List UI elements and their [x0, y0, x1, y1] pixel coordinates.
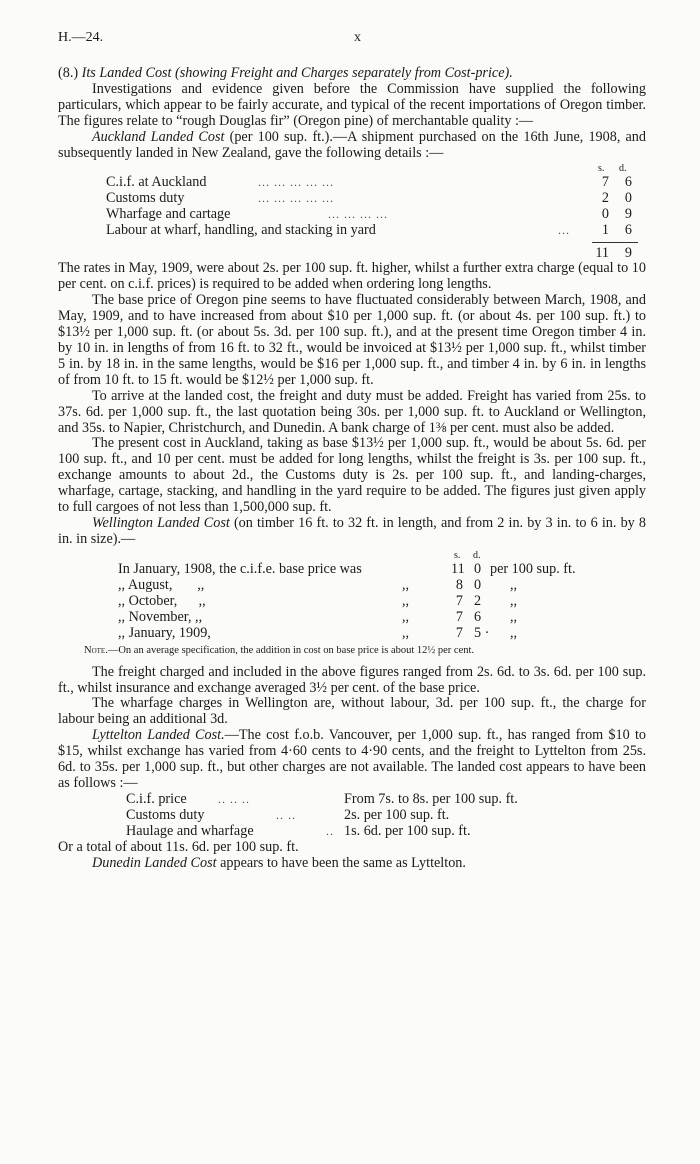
row-shillings: 7 [601, 174, 609, 191]
row-shillings: 0 [601, 206, 609, 223]
row-pence: 2 [474, 592, 482, 609]
table-row [126, 808, 646, 824]
row-shillings: 7 [455, 608, 463, 625]
table-total-row [106, 239, 648, 261]
note-label: Note. [84, 644, 108, 656]
row-unit: per 100 sup. ft. [490, 560, 576, 577]
wellington-price-table [118, 548, 658, 642]
table-row [106, 223, 648, 239]
wellington-note [84, 643, 646, 659]
arrive-paragraph: To arrive at the landed cost, the freight and duty must be added. Freight has varied from 25s. to 37s. 6d. per 1,000 sup. ft., the last quotation being 30s. per 1,000 sup. ft. to Auckland or Wellington, and 35s. to Napier, Christchurch, and Dunedin. A bank charge of 1⅜ per cent. must also be added. [58, 387, 646, 436]
section-title [58, 66, 646, 82]
leader-dots: .. .. .. [218, 791, 250, 806]
row-month: ,, November, ,, [118, 608, 203, 625]
lyttelton-heading: Lyttelton Landed Cost. [92, 727, 225, 744]
row-pence: 6 [624, 174, 632, 191]
section-heading: Its Landed Cost (showing Freight and Charges separately from Cost-price). [81, 65, 513, 81]
row-label: C.i.f. at Auckland [106, 174, 207, 191]
page-header [58, 30, 646, 56]
table-row [118, 562, 658, 578]
page-number: x [354, 30, 361, 45]
col-pence-header: d. [473, 549, 481, 561]
row-label: Wharfage and cartage [106, 206, 231, 223]
wellington-text: (on timber 16 ft. to 32 ft. in length, and from 2 in. by 3 in. to 6 in. by 8 in. in size).— [58, 514, 646, 547]
table-row [106, 191, 648, 207]
row-unit: ,, [510, 624, 518, 641]
row-pence: 0 [474, 560, 482, 577]
note-text: —On an average specification, the addition in cost on base price is about 12½ per cent. [107, 644, 475, 656]
col-pence-header: d. [619, 163, 627, 175]
total-rule [592, 242, 638, 243]
row-label: Customs duty [126, 806, 205, 823]
leader-dots: .. [326, 823, 334, 838]
table-row [106, 175, 648, 191]
row-shillings: 7 [455, 592, 463, 609]
auckland-text: (per 100 sup. ft.).—A shipment purchased on the 16th June, 1908, and subsequently landed in New Zealand, gave the following details :— [58, 128, 646, 161]
table-row [126, 792, 646, 808]
row-value: From 7s. to 8s. per 100 sup. ft. [344, 790, 518, 807]
rates-paragraph: The rates in May, 1909, were about 2s. per 100 sup. ft. higher, whilst a further extra charge (equal to 10 per cent. on c.i.f. prices) is required to be added when ordering long lengths. [58, 260, 646, 293]
row-ditto: ,, [402, 608, 410, 625]
lyttelton-paragraph [58, 728, 646, 792]
row-month: In January, 1908, the c.i.f.e. base price was [118, 560, 362, 577]
auckland-cost-table [106, 161, 648, 261]
leader-dots: ... ... ... ... [328, 207, 388, 222]
total-pence: 9 [624, 245, 632, 262]
leader-dots: ... [558, 223, 570, 238]
row-ditto: ,, [402, 592, 410, 609]
wellington-paragraph [58, 516, 646, 548]
row-month: ,, January, 1909, [118, 624, 211, 641]
col-shillings-header: s. [454, 549, 461, 561]
table-row [106, 207, 648, 223]
section-number: (8.) [58, 65, 79, 81]
intro-paragraph: Investigations and evidence given before the Commission have supplied the following particulars, which appear to be fairly accurate, and typical of the recent importations of Oregon timber. The figures relate to “rough Douglas fir” (Oregon pine) of merchantable quality :— [58, 80, 646, 129]
row-label: Haulage and wharfage [126, 822, 254, 839]
leader-dots: ... ... ... ... ... [258, 175, 334, 190]
leader-dots: ... ... ... ... ... [258, 191, 334, 206]
dunedin-heading: Dunedin Landed Cost [92, 854, 217, 871]
document-reference: H.—24. [58, 30, 104, 45]
row-shillings: 2 [601, 190, 609, 207]
present-cost-paragraph: The present cost in Auckland, taking as base $13½ per 1,000 sup. ft., would be about 5s. 6d. per 100 sup. ft., and 10 per cent. must be added for long lengths, whilst the freight is 3s. per 100 sup. ft., exchange amounts to about 2d., the Customs duty is 2s. per 100 sup. ft., and landing-charges, wharfage, cartage, stacking, and handling in the yard require to be added. The figures just given apply to full cargoes of not less than 1,500,000 sup. ft. [58, 435, 646, 516]
row-unit: ,, [510, 608, 518, 625]
auckland-paragraph [58, 130, 646, 162]
col-shillings-header: s. [598, 163, 605, 175]
table-row [118, 594, 658, 610]
table-row [126, 824, 646, 840]
table-row [118, 578, 658, 594]
dunedin-text: appears to have been the same as Lyttelton. [216, 854, 466, 871]
row-shillings: 11 [451, 560, 465, 577]
table-row [118, 610, 658, 626]
row-pence: 0 [624, 190, 632, 207]
row-value: 2s. per 100 sup. ft. [344, 806, 450, 823]
row-pence: 0 [474, 576, 482, 593]
wellington-heading: Wellington Landed Cost [92, 514, 230, 531]
lyttelton-text: —The cost f.o.b. Vancouver, per 1,000 sup. ft., has ranged from $10 to $15, whilst exchange has varied from 4·60 cents to 4·90 cents, and the freight to Lyttelton from 25s. 6d. to 35s. per 1,000 sup. ft., but other charges are not available. The landed cost appears to have been as follows :— [58, 727, 646, 791]
row-pence: 5 · [474, 624, 490, 641]
row-value: 1s. 6d. per 100 sup. ft. [344, 822, 471, 839]
row-label: Customs duty [106, 190, 185, 207]
base-price-paragraph: The base price of Oregon pine seems to have fluctuated considerably between March, 1908, and May, 1909, and to have increased from about $10 per 1,000 sup. ft. (or about 4s. per 100 sup. ft.) to $13½ per 1,000 sup. ft. (or about 5s. 3d. per 100 sup. ft.), and at the present time Oregon timber 4 in. by 10 in. in lengths of from 16 ft. to 32 ft., would be invoiced at $13½ per 1,000 sup. ft., whilst timber 5 in. by 18 in. in the same lengths, would be $16 per 1,000 sup. ft., and timber 4 in. by 6 in. in lengths of from 10 ft. to 15 ft. would be $12½ per 1,000 sup. ft. [58, 292, 646, 388]
row-month: ,, October, ,, [118, 592, 206, 609]
lyttelton-cost-table [126, 792, 646, 840]
row-label: C.i.f. price [126, 790, 187, 807]
row-ditto: ,, [402, 624, 410, 641]
row-label: Labour at wharf, handling, and stacking in yard [106, 222, 376, 239]
table-row [118, 626, 658, 642]
row-shillings: 1 [601, 222, 609, 239]
auckland-heading: Auckland Landed Cost [92, 128, 225, 145]
row-shillings: 7 [455, 624, 463, 641]
lyttelton-total: Or a total of about 11s. 6d. per 100 sup. ft. [58, 838, 299, 855]
row-unit: ,, [510, 576, 518, 593]
row-pence: 9 [624, 206, 632, 223]
row-shillings: 8 [455, 576, 463, 593]
wharfage-paragraph: The wharfage charges in Wellington are, without labour, 3d. per 100 sup. ft., the charge for labour being an additional 3d. [58, 695, 646, 728]
row-month: ,, August, ,, [118, 576, 205, 593]
freight-paragraph: The freight charged and included in the above figures ranged from 2s. 6d. to 3s. 6d. per 100 sup. ft., whilst insurance and exchange averaged 3½ per cent. of the base price. [58, 663, 646, 696]
row-pence: 6 [474, 608, 482, 625]
dunedin-paragraph [58, 856, 646, 872]
leader-dots: .. .. [276, 807, 296, 822]
total-shillings: 11 [595, 245, 609, 262]
row-pence: 6 [624, 222, 632, 239]
row-ditto: ,, [402, 576, 410, 593]
row-unit: ,, [510, 592, 518, 609]
